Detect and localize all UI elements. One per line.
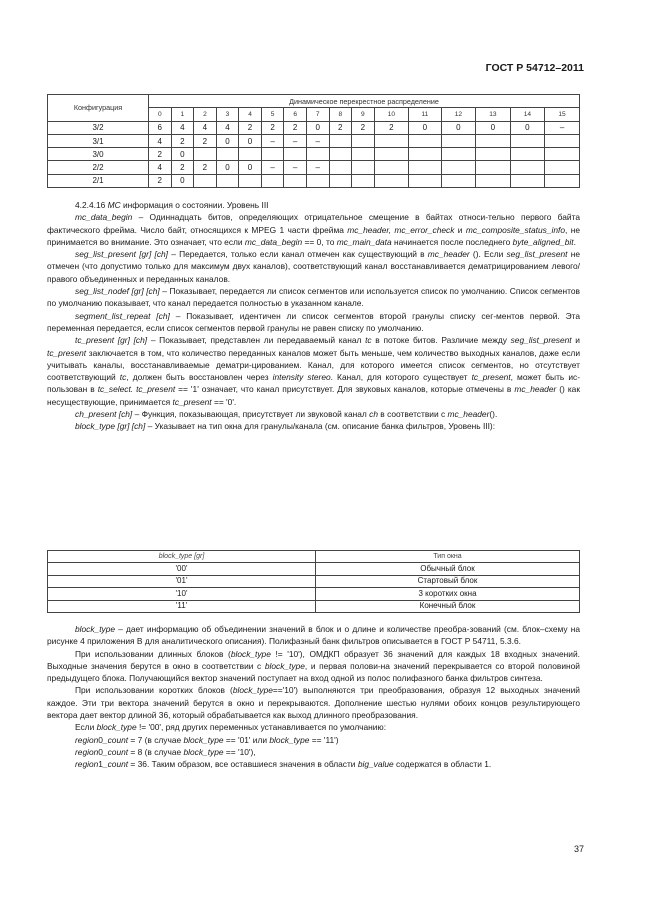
table-cell bbox=[476, 134, 511, 147]
table-cell: – bbox=[261, 134, 284, 147]
text-run: != '10'), ОМДКП образует 36 значений для каждых 18 входных значений. Выходные значения берутся в окно в соответствии с bbox=[47, 648, 580, 671]
table-cell bbox=[194, 148, 217, 161]
text-run: big_value bbox=[357, 759, 394, 770]
table-header-row bbox=[48, 95, 580, 108]
text-run: byte_aligned_bit bbox=[512, 236, 574, 247]
table-cell bbox=[329, 174, 352, 187]
table-cell: 0 bbox=[441, 121, 476, 134]
text-run: 1 bbox=[98, 759, 103, 770]
text-run: == '1' означает, что канал присутствует. Для звуковых каналов, которые отмечены в bbox=[175, 384, 515, 395]
col-number: 13 bbox=[476, 108, 511, 121]
window-type: 3 коротких окна bbox=[316, 588, 580, 600]
text-run: и bbox=[454, 224, 466, 235]
text-run: – Указывает на тип окна для гранулы/канала (см. описание банка фильтров, Уровень III): bbox=[145, 421, 496, 432]
table-cell bbox=[284, 148, 307, 161]
table-cell: 0 bbox=[171, 174, 194, 187]
page-number: 37 bbox=[573, 844, 584, 854]
text-run: _count bbox=[102, 746, 129, 757]
col-number: 8 bbox=[329, 108, 352, 121]
text-run: , может быть ис-пользован в bbox=[47, 372, 580, 395]
text-run: block_type [gr] bbox=[158, 552, 205, 560]
text-run: и bbox=[571, 335, 580, 346]
col-number: 0 bbox=[149, 108, 172, 121]
text-run: в соответствии с bbox=[377, 409, 448, 420]
text-run: != '00', ряд других переменных устанавливается по умолчанию: bbox=[136, 722, 387, 733]
table-cell bbox=[216, 174, 239, 187]
table-cell bbox=[441, 174, 476, 187]
table-cell: 2 bbox=[194, 161, 217, 174]
row-config-label: 3/0 bbox=[48, 148, 149, 161]
text-run: ch bbox=[369, 409, 378, 420]
table-cell bbox=[545, 161, 580, 174]
table-cell bbox=[510, 174, 545, 187]
table-cell bbox=[261, 174, 284, 187]
col-number: 1 bbox=[171, 108, 194, 121]
table-cell: 4 bbox=[171, 121, 194, 134]
table-cell bbox=[441, 148, 476, 161]
text-run: в потоке битов. Различие между bbox=[371, 335, 511, 346]
table-cell bbox=[409, 134, 441, 147]
text-run: – Показывает, передается ли список сегментов или используется список по умолчанию. Список сегментов по умолчанию показывает, что канал передается полностью в указанном канале. bbox=[47, 286, 581, 309]
table-cell: 2 bbox=[352, 121, 375, 134]
line-region0-count-8 bbox=[47, 746, 580, 758]
row-config-label: 3/1 bbox=[48, 134, 149, 147]
table-cell: 0 bbox=[476, 121, 511, 134]
text-run: . bbox=[573, 236, 576, 247]
table-cell bbox=[374, 134, 409, 147]
text-run: region bbox=[75, 746, 99, 757]
col-number: 7 bbox=[306, 108, 329, 121]
text-run: Если bbox=[75, 722, 97, 733]
col-number: 6 bbox=[284, 108, 307, 121]
table-row bbox=[48, 174, 580, 187]
row-config-label: 2/2 bbox=[48, 161, 149, 174]
table-cell bbox=[352, 134, 375, 147]
table-cell bbox=[306, 174, 329, 187]
window-type: Конечный блок bbox=[316, 600, 580, 612]
paragraph-short-blocks bbox=[47, 684, 580, 721]
table-cell: 2 bbox=[374, 121, 409, 134]
table-cell: 0 bbox=[306, 121, 329, 134]
text-run: block_type [gr] [ch] bbox=[75, 421, 146, 432]
text-run: block_type bbox=[230, 648, 271, 659]
col-number: 4 bbox=[239, 108, 262, 121]
text-run: intensity stereo bbox=[272, 372, 331, 383]
table-cell bbox=[261, 148, 284, 161]
body-text-bottom bbox=[47, 623, 580, 771]
block-type-col-header bbox=[48, 551, 316, 563]
text-run: информация о состоянии. Уровень III bbox=[120, 200, 269, 210]
table-cell bbox=[284, 174, 307, 187]
text-run: (). bbox=[489, 409, 498, 420]
text-run: tc_select. tc_present bbox=[97, 384, 176, 395]
window-type: Обычный блок bbox=[316, 563, 580, 575]
text-run: (). Если bbox=[469, 249, 507, 260]
table-cell bbox=[545, 134, 580, 147]
table-cell bbox=[329, 161, 352, 174]
col-number: 3 bbox=[216, 108, 239, 121]
table-cell: 2 bbox=[171, 134, 194, 147]
table-cell: 2 bbox=[194, 134, 217, 147]
table-cell: 0 bbox=[510, 121, 545, 134]
text-run: _count bbox=[102, 759, 129, 770]
text-run: 4.2.4.16 bbox=[75, 200, 108, 210]
text-run: block_type bbox=[232, 685, 273, 696]
text-run: region bbox=[75, 759, 99, 770]
table-cell: – bbox=[284, 134, 307, 147]
table-cell bbox=[374, 174, 409, 187]
paragraph-seg-list-present bbox=[47, 248, 580, 285]
text-run: 0 bbox=[98, 734, 103, 745]
block-type-code: '11' bbox=[48, 600, 316, 612]
standard-header: ГОСТ Р 54712–2011 bbox=[485, 62, 584, 74]
table-cell: 0 bbox=[409, 121, 441, 134]
text-run: == '0'. bbox=[211, 396, 237, 407]
block-type-code: '00' bbox=[48, 563, 316, 575]
line-region0-count-7 bbox=[47, 734, 580, 746]
table-cell: 4 bbox=[216, 121, 239, 134]
distribution-col-header: Динамическое перекрестное распределение bbox=[149, 95, 580, 108]
block-type-header-row bbox=[48, 551, 580, 563]
table-cell: 2 bbox=[171, 161, 194, 174]
table-row bbox=[48, 588, 580, 600]
table-cell: 2 bbox=[149, 148, 172, 161]
table-cell: 2 bbox=[261, 121, 284, 134]
text-run: _count bbox=[102, 734, 129, 745]
table-row bbox=[48, 575, 580, 587]
paragraph-segment-list-repeat bbox=[47, 310, 580, 335]
col-number: 10 bbox=[374, 108, 409, 121]
text-run: seg_list_present bbox=[510, 335, 572, 346]
text-run: block_type bbox=[96, 722, 137, 733]
text-run: не отмечен (что допустимо только для максимум двух каналов), соответствующий канал восстанавливается дематрицированием левого/правого объединенных и переданных каналов. bbox=[47, 249, 580, 284]
table-cell: – bbox=[284, 161, 307, 174]
paragraph-block-type-def bbox=[47, 420, 580, 432]
text-run: содержатся в области 1. bbox=[393, 759, 492, 770]
text-run: , должен быть восстановлен через bbox=[126, 372, 273, 383]
col-number: 15 bbox=[545, 108, 580, 121]
table-row bbox=[48, 600, 580, 612]
window-type: Стартовый блок bbox=[316, 575, 580, 587]
text-run: , не принимается во внимание. Это означает, что если bbox=[47, 224, 580, 247]
text-run: == '10'), bbox=[223, 746, 256, 757]
text-run: tc_present [gr] [ch] bbox=[75, 335, 148, 346]
table-cell bbox=[409, 148, 441, 161]
table-row bbox=[48, 161, 580, 174]
table-cell bbox=[374, 161, 409, 174]
table-cell: – bbox=[306, 161, 329, 174]
text-run: block_type bbox=[183, 734, 224, 745]
col-number: 14 bbox=[510, 108, 545, 121]
table-cell bbox=[352, 174, 375, 187]
paragraph-tc-present bbox=[47, 334, 580, 408]
text-run: mc_header, mc_error_check bbox=[347, 224, 455, 235]
table-cell bbox=[441, 134, 476, 147]
table-cell: 0 bbox=[239, 134, 262, 147]
table-cell bbox=[409, 174, 441, 187]
row-config-label: 3/2 bbox=[48, 121, 149, 134]
config-col-header: Конфигурация bbox=[48, 95, 149, 122]
text-run: block_type bbox=[264, 660, 305, 671]
text-run: ch_present [ch] bbox=[75, 409, 133, 420]
paragraph-seg-list-nodef bbox=[47, 285, 580, 310]
text-run: == 0, то bbox=[302, 236, 337, 247]
paragraph-long-blocks bbox=[47, 648, 580, 685]
col-number: 12 bbox=[441, 108, 476, 121]
table-cell bbox=[476, 161, 511, 174]
text-run: seg_list_nodef [gr] [ch] bbox=[75, 286, 160, 297]
text-run: seg_list_present bbox=[506, 249, 568, 260]
table-cell: 0 bbox=[216, 161, 239, 174]
text-run: = 36. Таким образом, все оставшиеся значения в области bbox=[128, 759, 358, 770]
text-run: mc_header bbox=[427, 249, 470, 260]
block-type-code: '01' bbox=[48, 575, 316, 587]
text-run: mc_header bbox=[514, 384, 557, 395]
text-run: = 8 (в случае bbox=[128, 746, 184, 757]
table-cell: 0 bbox=[216, 134, 239, 147]
table-cell bbox=[216, 148, 239, 161]
text-run: region bbox=[75, 734, 99, 745]
col-number: 11 bbox=[409, 108, 441, 121]
text-run: mc_data_begin bbox=[75, 212, 133, 223]
table-cell: 4 bbox=[194, 121, 217, 134]
table-cell: 4 bbox=[149, 161, 172, 174]
text-run: tc_present bbox=[471, 372, 511, 383]
text-run: segment_list_repeat [ch] bbox=[75, 310, 170, 321]
table-cell bbox=[239, 174, 262, 187]
table-cell: 2 bbox=[329, 121, 352, 134]
text-run: block_type bbox=[269, 734, 310, 745]
table-cell: 2 bbox=[284, 121, 307, 134]
text-run: =='10') выполняются три преобразования, образуя 12 выходных значений каждое. Эти три вектора значений берутся в окно и перекрываются. Дополнение шестью нулями обоих концов результирующего вектора дает вектор длиной 36, который обрабатывается как выход длинного преобразования. bbox=[47, 685, 580, 721]
table-cell bbox=[329, 148, 352, 161]
table-cell bbox=[545, 148, 580, 161]
table-cell: 2 bbox=[149, 174, 172, 187]
table-cell bbox=[194, 174, 217, 187]
table-cell bbox=[239, 148, 262, 161]
table-cell: 0 bbox=[171, 148, 194, 161]
table-cell bbox=[510, 161, 545, 174]
table-cell bbox=[510, 134, 545, 147]
text-run: При использовании длинных блоков ( bbox=[75, 648, 231, 659]
text-run: mc_main_data bbox=[336, 236, 392, 247]
text-run: tc bbox=[119, 372, 127, 383]
col-number: 5 bbox=[261, 108, 284, 121]
text-run: – Передается, только если канал отмечен как существующий в bbox=[168, 249, 428, 260]
table-row bbox=[48, 134, 580, 147]
text-run: tc_present bbox=[172, 396, 212, 407]
table-row bbox=[48, 148, 580, 161]
table-cell: 2 bbox=[239, 121, 262, 134]
text-run: При использовании коротких блоков ( bbox=[75, 685, 233, 696]
text-run: block_type bbox=[183, 746, 224, 757]
text-run: начинается после последнего bbox=[391, 236, 513, 247]
block-type-code: '10' bbox=[48, 588, 316, 600]
table-cell bbox=[476, 174, 511, 187]
table-row bbox=[48, 121, 580, 134]
table-cell: 4 bbox=[149, 134, 172, 147]
text-run: – дает информацию об объединении значений в блок и о длине и количестве преобра-зований (см. блок–схему на рисунке 4 приложения В для аналитического описания). Полифазный банк фильтров описывается в ГОСТ Р 54711, 5.3.6. bbox=[47, 624, 580, 647]
text-run: = 7 (в случае bbox=[128, 734, 184, 745]
text-run: – Показывает, представлен ли передаваемый канал bbox=[147, 335, 366, 346]
text-run: . Канал, для которого существует bbox=[330, 372, 472, 383]
table-cell bbox=[476, 148, 511, 161]
text-run: – Показывает, идентичен ли список сегментов второй гранулы списку сег-ментов первой. Эта переменная передается, если список сегментов первой гранулы не равен списку по умолчанию. bbox=[47, 310, 581, 333]
row-config-label: 2/1 bbox=[48, 174, 149, 187]
table-cell bbox=[352, 148, 375, 161]
table-cell bbox=[409, 161, 441, 174]
text-run: mc_composite_status_info bbox=[465, 224, 565, 235]
text-run: seg_list_present [gr] [ch] bbox=[75, 249, 169, 260]
block-type-table bbox=[47, 550, 580, 613]
text-run: mc_data_begin bbox=[244, 236, 303, 247]
text-run: () как несуществующие, принимается bbox=[47, 384, 580, 407]
table-cell: – bbox=[261, 161, 284, 174]
paragraph-mc-data-begin bbox=[47, 211, 580, 248]
text-run: == '01' или bbox=[223, 734, 270, 745]
col-number: 2 bbox=[194, 108, 217, 121]
text-run: – Одиннадцать битов, определяющих отрицательное смещение в байтах относи-тельно первого байта фактического фрейма. Число байт, относящихся к MPEG 1 части фрейма bbox=[47, 212, 580, 235]
text-run: МС bbox=[107, 200, 121, 210]
table-cell bbox=[545, 174, 580, 187]
text-run: tc_present bbox=[47, 347, 87, 358]
window-type-col-header: Тип окна bbox=[316, 551, 580, 563]
table-cell: 0 bbox=[239, 161, 262, 174]
table-cell bbox=[329, 134, 352, 147]
body-text-top bbox=[47, 199, 580, 433]
text-run: mc_header bbox=[447, 409, 490, 420]
text-run: – Функция, показывающая, присутствует ли звуковой канал bbox=[132, 409, 370, 420]
col-number: 9 bbox=[352, 108, 375, 121]
table-cell: – bbox=[545, 121, 580, 134]
section-heading bbox=[47, 199, 580, 211]
table-cell bbox=[306, 148, 329, 161]
paragraph-ch-present bbox=[47, 408, 580, 420]
channel-distribution-table bbox=[47, 94, 580, 188]
table-cell: 6 bbox=[149, 121, 172, 134]
paragraph-defaults bbox=[47, 721, 580, 733]
text-run: , и первая полови-на значений перекрывается со второй половиной предыдущего блока. Получающийся вектор значений поступает на вход одной из полос полифазного банка фильтров синтеза. bbox=[47, 660, 580, 684]
table-cell bbox=[352, 161, 375, 174]
table-cell: – bbox=[306, 134, 329, 147]
text-run: 0 bbox=[98, 746, 103, 757]
table-row bbox=[48, 563, 580, 575]
table-cell bbox=[374, 148, 409, 161]
table-cell bbox=[441, 161, 476, 174]
text-run: block_type bbox=[75, 624, 116, 634]
text-run: заключается в том, что количество переданных каналов может быть меньше, чем количество выходных каналов, даже если учитывать каналы, восстанавливаемые дематри-цированием. Канал, для которого имеется список сегментов, но отсутствует соответствующий bbox=[47, 347, 580, 383]
text-run: == '11') bbox=[309, 734, 339, 745]
text-run: tc bbox=[365, 335, 372, 346]
line-region1-count bbox=[47, 758, 580, 770]
paragraph-block-type-info bbox=[47, 623, 580, 648]
table-cell bbox=[510, 148, 545, 161]
